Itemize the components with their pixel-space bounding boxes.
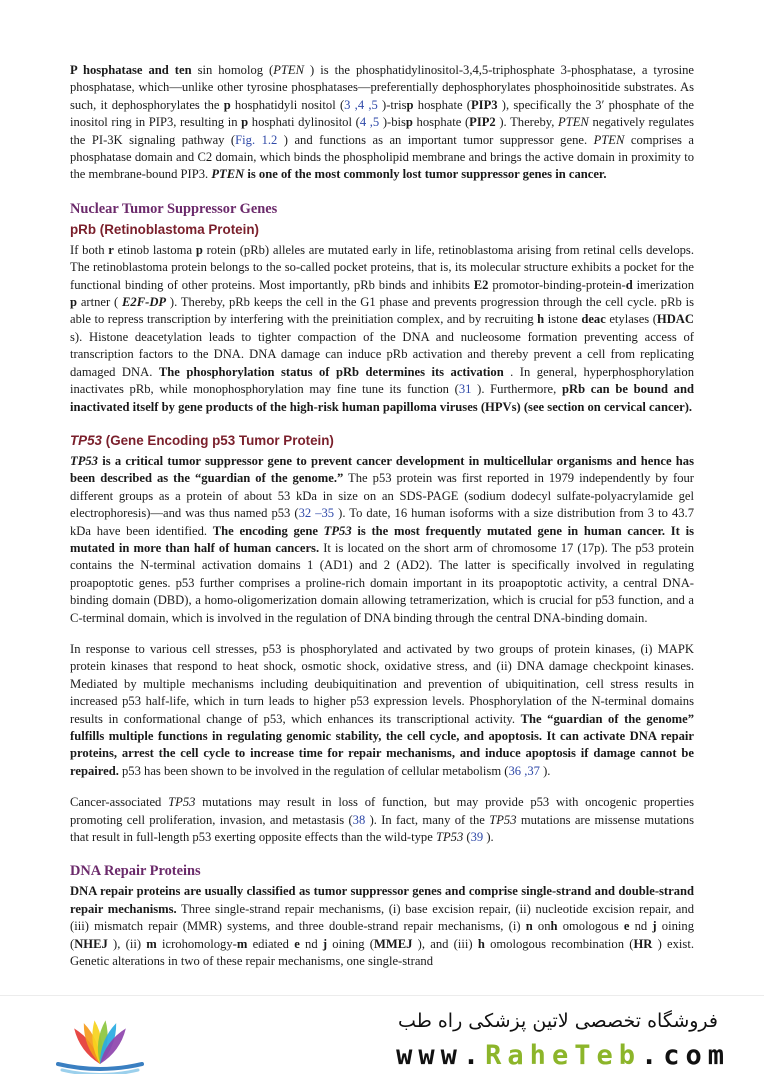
subheading-tp53: TP53 (Gene Encoding p53 Tumor Protein): [70, 432, 334, 448]
ref-link[interactable]: 4 ,5: [359, 115, 380, 130]
dna-repair-paragraph: DNA repair proteins are usually classified as tumor suppressor genes and comprise single-strand and double-strand repair mechanisms. Three single-strand repair mechanisms, (i) base excision repair, (ii) nucleotide excision repair, and (iii) mismatch repair (MMR) systems, and three double-strand repair mechanisms, (i) n onh omologous e nd j oining (NHEJ ), (ii) m icrohomology-m ediated e nd j oining (MMEJ ), and (iii) h omologous recombination (HR ) exist. Genetic alterations in two of these repair mechanisms, one single-strand: [70, 884, 694, 969]
tp53-paragraph-1: TP53 is a critical tumor suppressor gene to prevent cancer development in multicellular organisms and hence has been described as the “guardian of the genome.” The p53 protein was first reported in 1979 independently by four different groups as a protein of about 53 kDa in size on an SDS-PAGE (sodium dodecyl sulfate-polyacrylamide gel electrophoresis)—and was thus named p53 (32 –35 ). To date, 16 human isoforms with a size distribution from 3 to 43.7 kDa have been identified. The encoding gene TP53 is the most frequently mutated gene in human cancer. It is mutated in more than half of human cancers. It is located on the short arm of chromosome 17 (17p). The p53 protein contains the N-terminal activation domains 1 (AD1) and 2 (AD2). The latter is specifically involved in regulating proapoptotic genes. p53 further comprises a proline-rich domain important in its proapoptotic activity, a central DNA-binding domain (DBD), a homo-oligomerization domain allowing tetramerization, which is crucial for p53 function, and a C-terminal domain, which is involved in the regulation of DNA binding through the central DNA-binding domain.: [70, 453, 695, 625]
store-name-persian: فروشگاه تخصصی لاتین پزشکی راه طب: [398, 1010, 718, 1032]
page-content: [70, 62, 694, 970]
ref-link[interactable]: 38: [352, 812, 366, 827]
tp53-paragraph-3: Cancer-associated TP53 mutations may result in loss of function, but may provide p53 with oncogenic properties promoting cell proliferation, invasion, and metastasis (38 ). In fact, many of the TP53 mutations are missense mutations that result in full-length p53 exerting opposite effects than the wild-type TP53 (39 ).: [70, 795, 694, 845]
section-heading-nuclear: Nuclear Tumor Suppressor Genes: [70, 200, 278, 217]
book-logo-icon: [40, 1008, 160, 1079]
ref-link[interactable]: 32 –35: [298, 506, 335, 521]
ref-link[interactable]: 31: [458, 382, 472, 397]
tp53-paragraph-2: In response to various cell stresses, p53 is phosphorylated and activated by two groups of protein kinases, (i) MAPK protein kinases that respond to heat shock, osmotic shock, oxidative stress, and (ii) DNA damage checkpoint kinases. Mediated by multiple mechanisms including deubiquitination and prevention of ubiquitination, cell stress results in increased p53 half-life, which in turn leads to higher p53 expression levels. Phosphorylation of the N-terminal domains results in conformational change of p53, which enhances its transcriptional activity. The “guardian of the genome” fulfills multiple functions in regulating genomic stability, the cell cycle, and apoptosis. It can activate DNA repair proteins, arrest the cell cycle to increase time for repair mechanisms, and induce apoptosis if damage cannot be repaired. p53 has been shown to be involved in the regulation of cellular metabolism (36 ,37 ).: [70, 641, 694, 778]
figure-link[interactable]: Fig. 1.2: [235, 132, 278, 147]
store-url[interactable]: www.RaheTeb.com: [396, 1040, 730, 1071]
ref-link[interactable]: 39: [470, 830, 484, 845]
pten-paragraph: P hosphatase and ten sin homolog (PTEN ) is the phosphatidylinositol-3,4,5-triphosphate 3-phosphatase, a tyrosine phosphatase, which—unlike other tyrosine phosphatases—preferentially dephosphorylates phosphoinositide substrates. As such, it dephosphorylates the p hosphatidyli nositol (3 ,4 ,5 )-trisp hosphate (PIP3 ), specifically the 3′ phosphate of the inositol ring in PIP3, resulting in p hosphati dylinositol (4 ,5 )-bisp hosphate (PIP2 ). Thereby, PTEN negatively regulates the PI-3K signaling pathway (Fig. 1.2 ) and functions as an important tumor suppressor gene. PTEN comprises a phosphatase domain and C2 domain, which binds the phospholipid membrane and brings the active domain in proximity to the membrane-bound PIP3. PTEN is one of the most commonly lost tumor suppressor genes in cancer.: [70, 63, 695, 182]
section-heading-dna-repair: DNA Repair Proteins: [70, 863, 201, 880]
subheading-prb: pRb (Retinoblastoma Protein): [70, 221, 259, 237]
ref-link[interactable]: 3 ,4 ,5: [344, 97, 378, 112]
prb-paragraph: If both r etinob lastoma p rotein (pRb) alleles are mutated early in life, retinoblastoma arising from retinal cells develops. The retinoblastoma protein belongs to the so-called pocket proteins, that is, its molecular structure exhibits a pocket for the functional binding of other proteins. Most importantly, pRb binds and inhibits E2 promotor-binding-protein-d imerization p artner ( E2F-DP ). Thereby, pRb keeps the cell in the G1 phase and prevents progression through the cell cycle. pRb is able to repress transcription by interfering with the preinitiation complex, and by recruiting h istone deac etylases (HDAC s). Histone deacetylation leads to tighter compaction of the DNA and nucleosome formation preventing access of transcription factors to the DNA. DNA damage can induce pRb activation and thereby prevent a cell from replicating damaged DNA. The phosphorylation status of pRb determines its activation . In general, hyperphosphorylation inactivates pRb, while monophosphorylation may fine tune its function (31 ). Furthermore, pRb can be bound and inactivated itself by gene products of the high-risk human papilloma viruses (HPVs) (see section on cervical cancer).: [70, 242, 694, 414]
ref-link[interactable]: 36 ,37: [508, 763, 540, 778]
watermark-footer: [0, 995, 764, 1081]
